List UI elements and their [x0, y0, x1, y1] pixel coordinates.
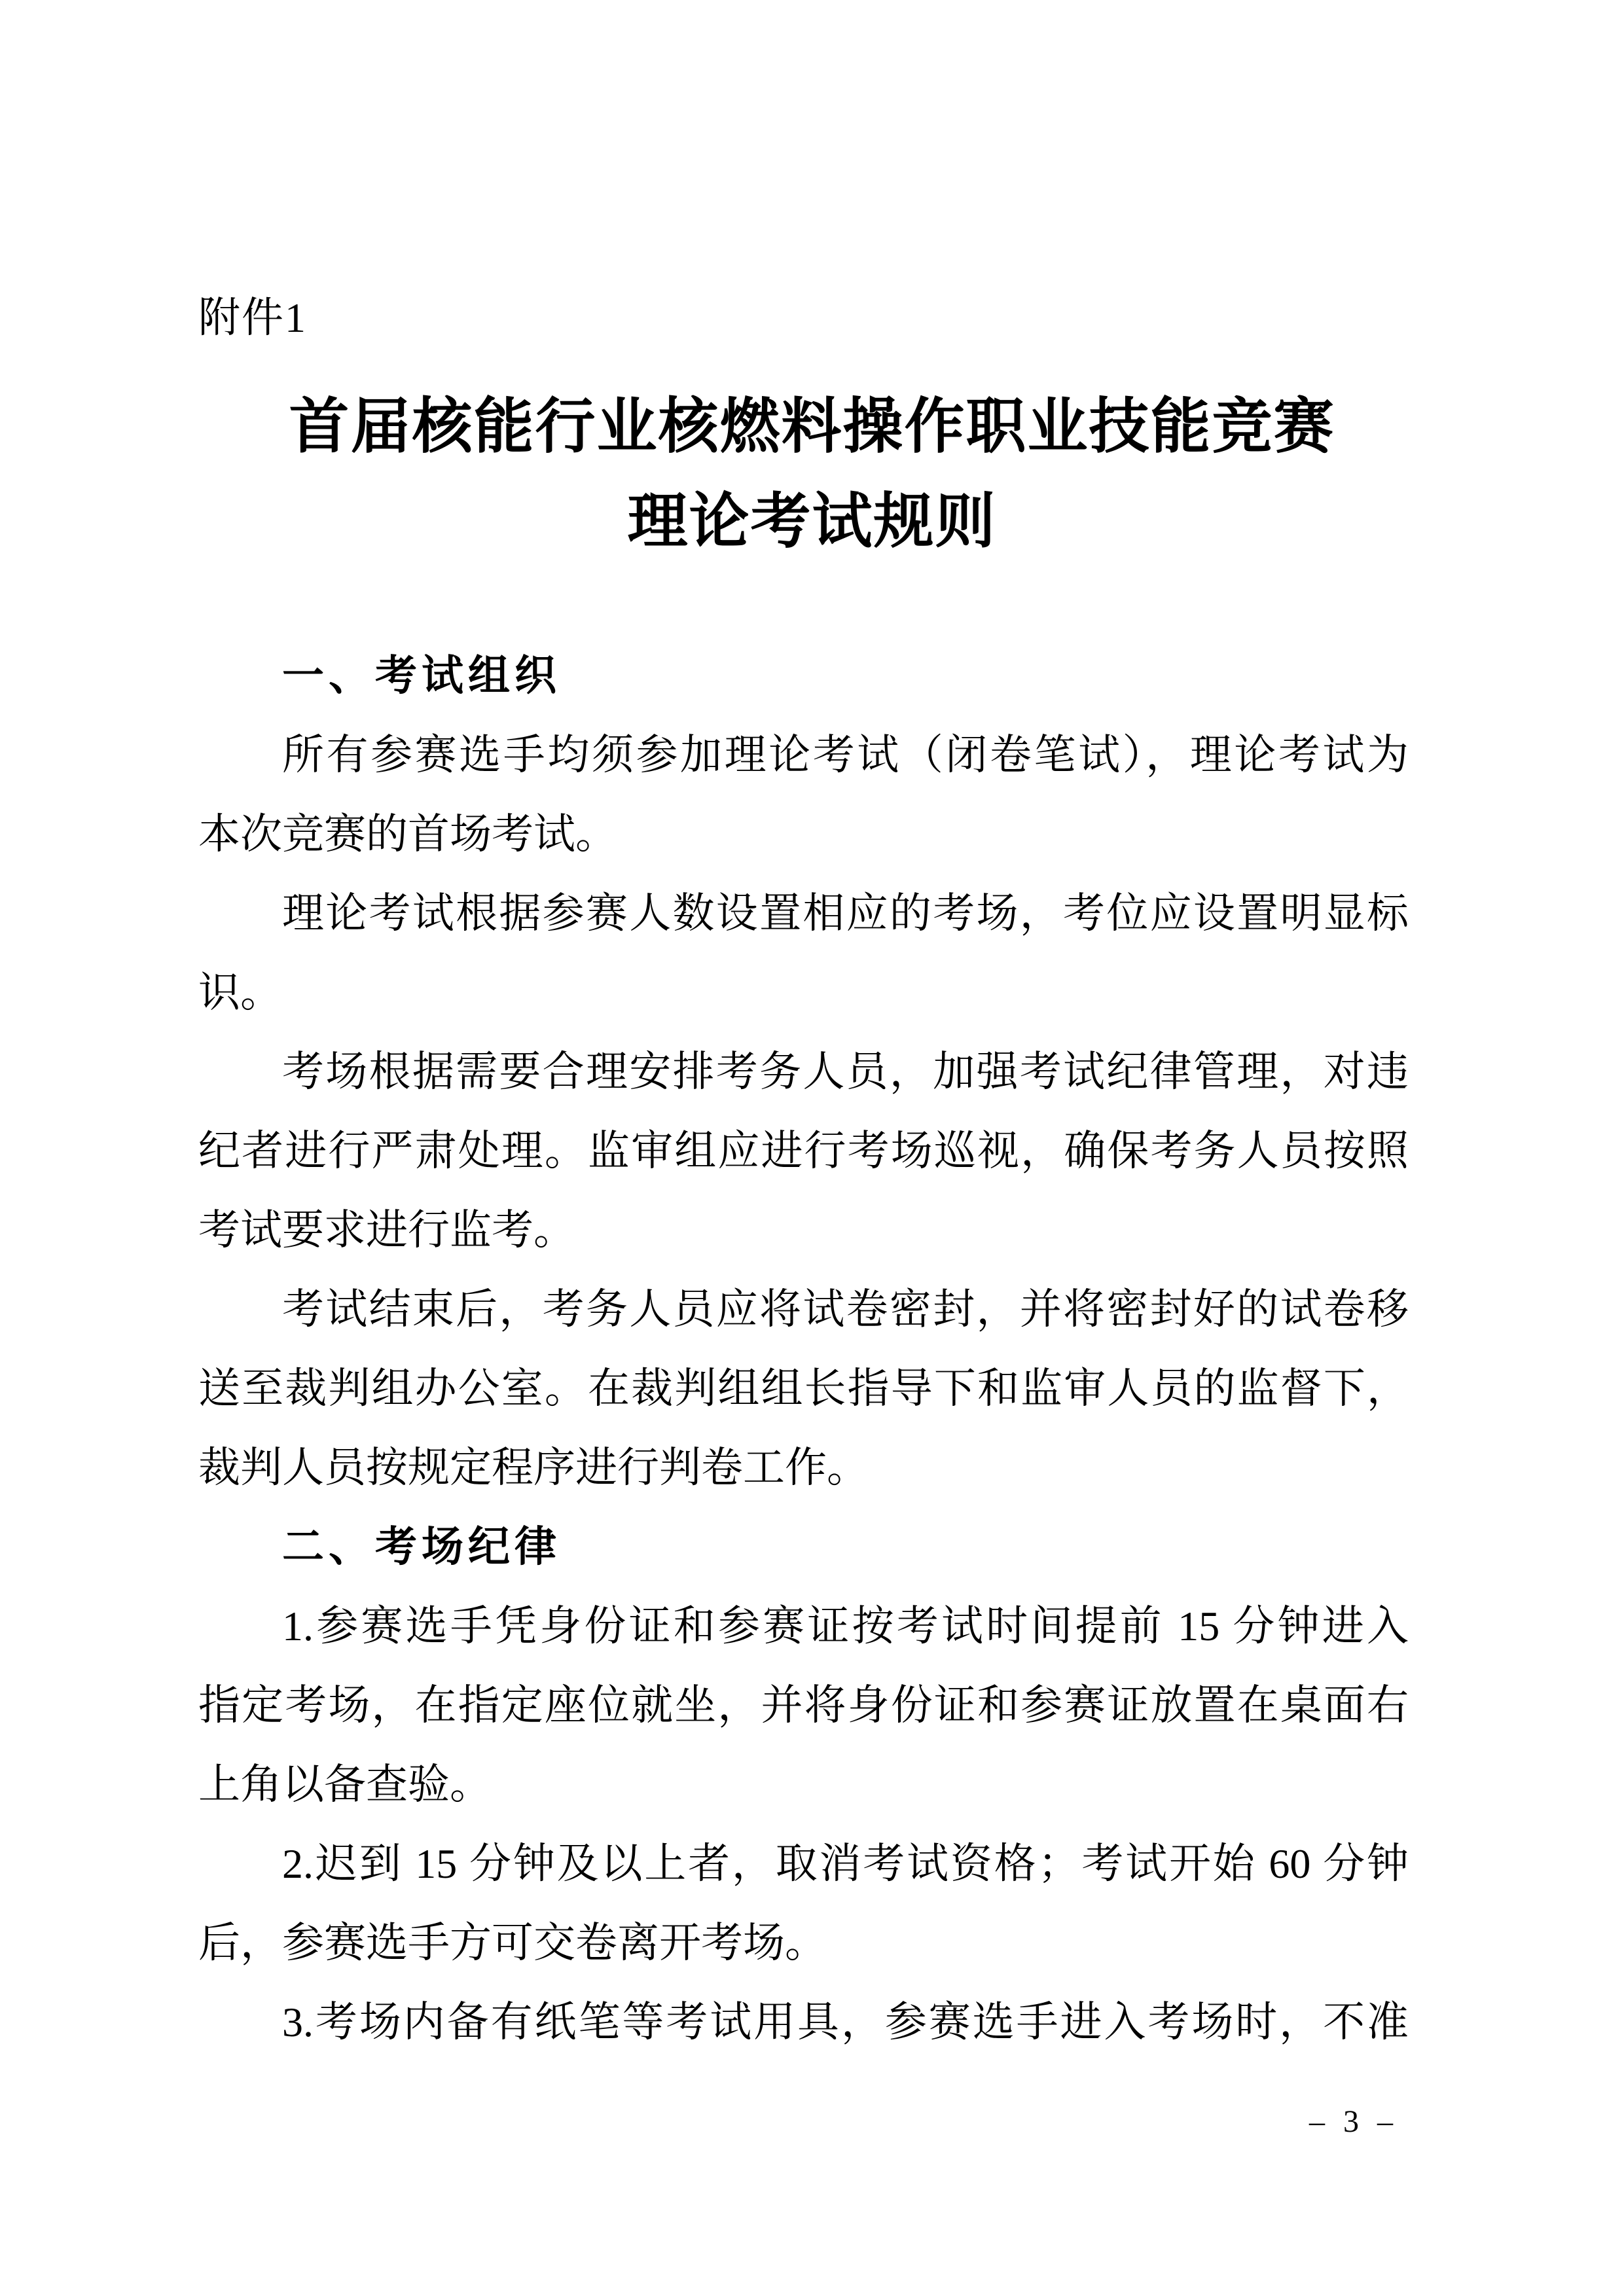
paragraph-line: 纪者进行严肃处理。监审组应进行考场巡视，确保考务人员按照 [198, 1128, 1409, 1174]
list-item-line: 2.迟到 15 分钟及以上者，取消考试资格；考试开始 60 分钟 [282, 1840, 1409, 1887]
paragraph-line: 考试结束后，考务人员应将试卷密封，并将密封好的试卷移 [282, 1286, 1409, 1333]
document-body [198, 636, 1409, 2062]
list-item-line: 3.考场内备有纸笔等考试用具，参赛选手进入考场时，不准 [282, 1999, 1409, 2045]
paragraph-line: 理论考试根据参赛人数设置相应的考场，考位应设置明显标 [282, 890, 1409, 937]
document-title-line-1: 首届核能行业核燃料操作职业技能竞赛 [289, 393, 1335, 460]
page-number: – 3 – [1309, 2104, 1394, 2139]
paragraph-line: 本次竞赛的首场考试。 [198, 811, 617, 857]
document-title-line-2: 理论考试规则 [627, 488, 997, 555]
paragraph-line: 考场根据需要合理安排考务人员，加强考试纪律管理，对违 [282, 1049, 1409, 1095]
list-item-line: 上角以备查验。 [198, 1761, 492, 1808]
section-heading-1: 一、考试组织 [282, 652, 561, 699]
paragraph-line: 送至裁判组办公室。在裁判组组长指导下和监审人员的监督下， [198, 1365, 1409, 1412]
paragraph-line: 所有参赛选手均须参加理论考试（闭卷笔试），理论考试为 [282, 732, 1409, 778]
paragraph-line: 裁判人员按规定程序进行判卷工作。 [198, 1444, 869, 1491]
paragraph-line: 考试要求进行监考。 [198, 1207, 575, 1253]
paragraph-line: 识。 [198, 969, 282, 1016]
document-title [0, 380, 1624, 569]
list-item-line: 指定考场，在指定座位就坐，并将身份证和参赛证放置在桌面右 [198, 1682, 1409, 1729]
list-item-line: 1.参赛选手凭身份证和参赛证按考试时间提前 15 分钟进入 [282, 1603, 1409, 1649]
attachment-label: 附件1 [198, 295, 307, 341]
section-heading-2: 二、考场纪律 [282, 1523, 561, 1570]
list-item-line: 后，参赛选手方可交卷离开考场。 [198, 1920, 827, 1966]
